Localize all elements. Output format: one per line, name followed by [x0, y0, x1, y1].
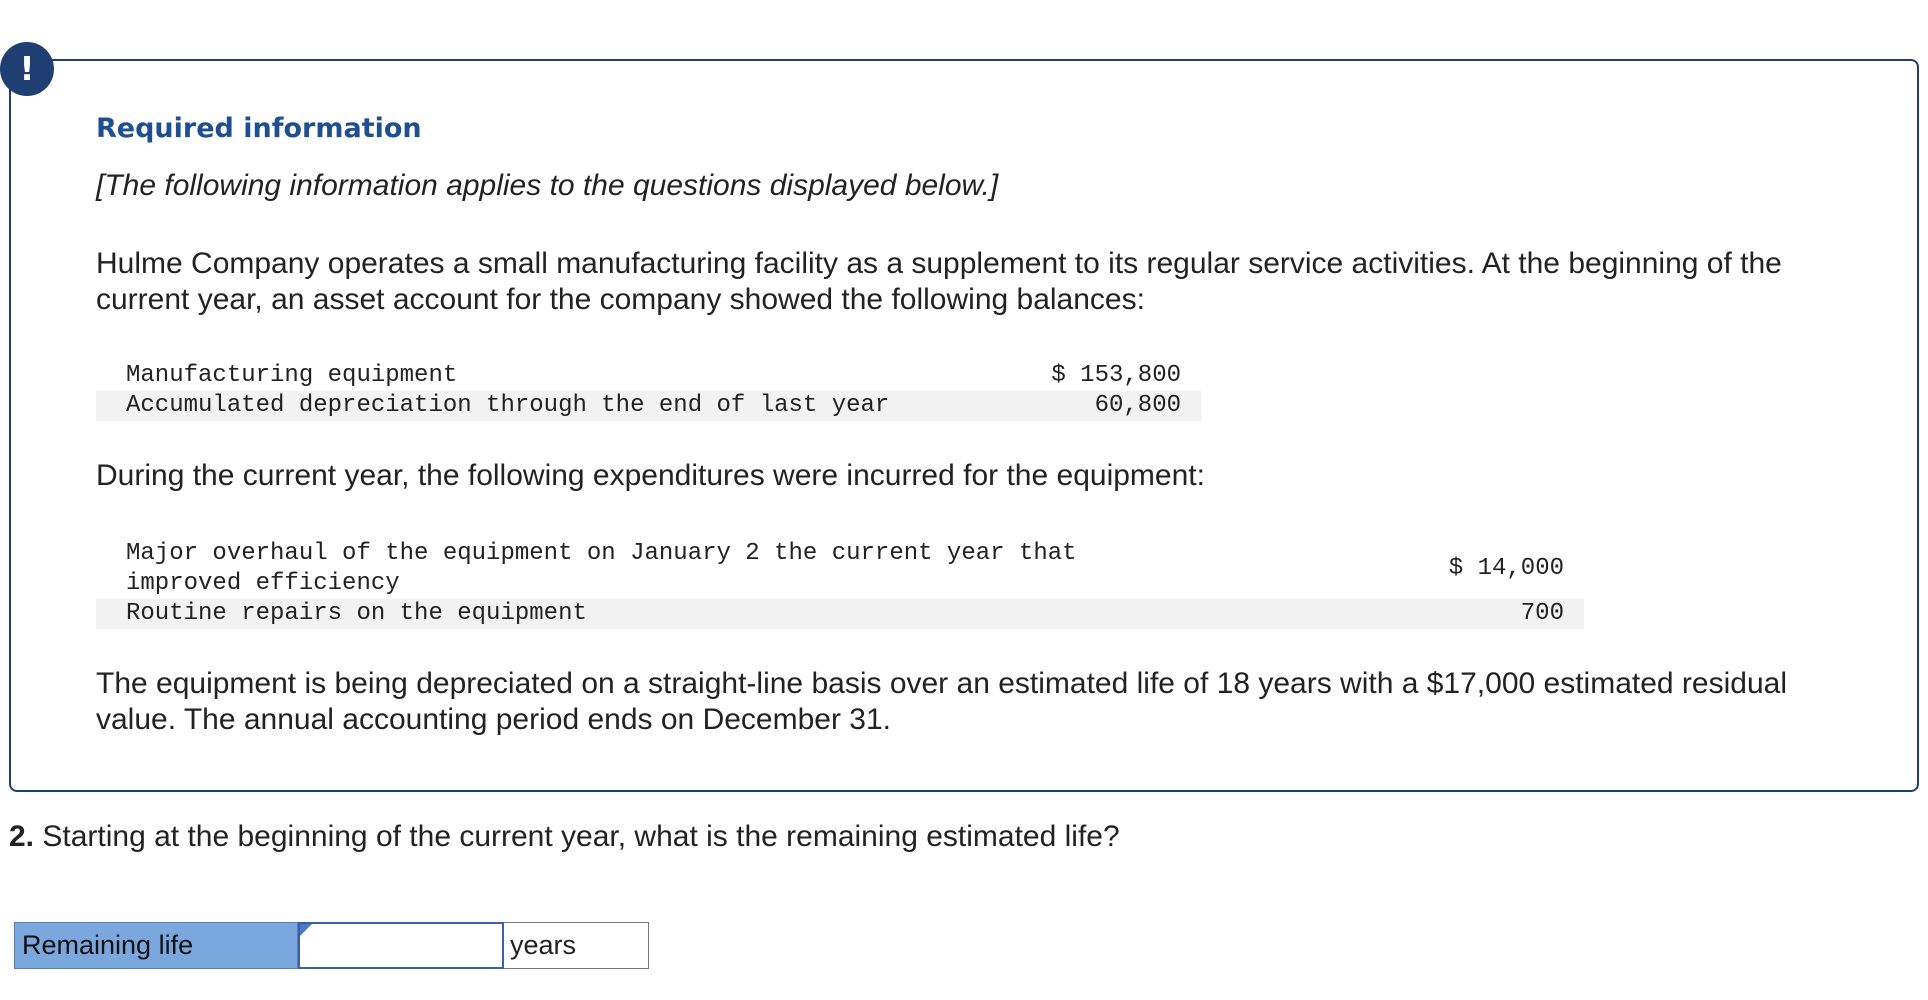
balance-label: Manufacturing equipment [126, 362, 458, 389]
balance-amount: 60,800 [1001, 391, 1201, 421]
info-title: Required information [96, 113, 422, 144]
info-paragraph-3: The equipment is being depreciated on a straight-line basis over an estimated life of 18 years with a $17,000 estimated residual value. The annual accounting period ends on December 31. [96, 667, 1787, 736]
expenditure-label: Major overhaul of the equipment on January 2 the current year that improved efficiency [126, 540, 1077, 597]
expenditure-label: Routine repairs on the equipment [96, 599, 1176, 629]
expenditure-amount: $ 14,000 [1448, 555, 1564, 582]
info-paragraph-1: Hulme Company operates a small manufacturing facility as a supplement to its regular service activities. At the beginning of the current year, an asset account for the company showed the following balances: [96, 247, 1782, 316]
question-body: Starting at the beginning of the current year, what is the remaining estimated life? [34, 820, 1120, 853]
question-number: 2. [9, 820, 35, 853]
table-row [96, 539, 1584, 599]
exclamation-icon: ! [0, 42, 54, 96]
info-note: [The following information applies to the questions displayed below.] [96, 169, 999, 202]
question-text [9, 820, 1120, 854]
remaining-life-unit: years [504, 922, 649, 969]
balance-label: Accumulated depreciation through the end of last year [96, 391, 1001, 421]
required-information-panel [9, 59, 1919, 792]
info-paragraph-2: During the current year, the following expenditures were incurred for the equipment: [96, 459, 1205, 492]
balances-table [96, 361, 1201, 421]
expenditure-amount: 700 [1176, 599, 1584, 629]
table-row [96, 361, 1201, 391]
remaining-life-input-cell[interactable] [298, 922, 504, 969]
remaining-life-label: Remaining life [14, 922, 298, 969]
table-row [96, 599, 1584, 629]
remaining-life-input[interactable] [300, 924, 502, 967]
balance-amount: $ 153,800 [1051, 362, 1181, 389]
answer-row [14, 922, 649, 969]
expenditures-table [96, 539, 1584, 629]
table-row [96, 391, 1201, 421]
